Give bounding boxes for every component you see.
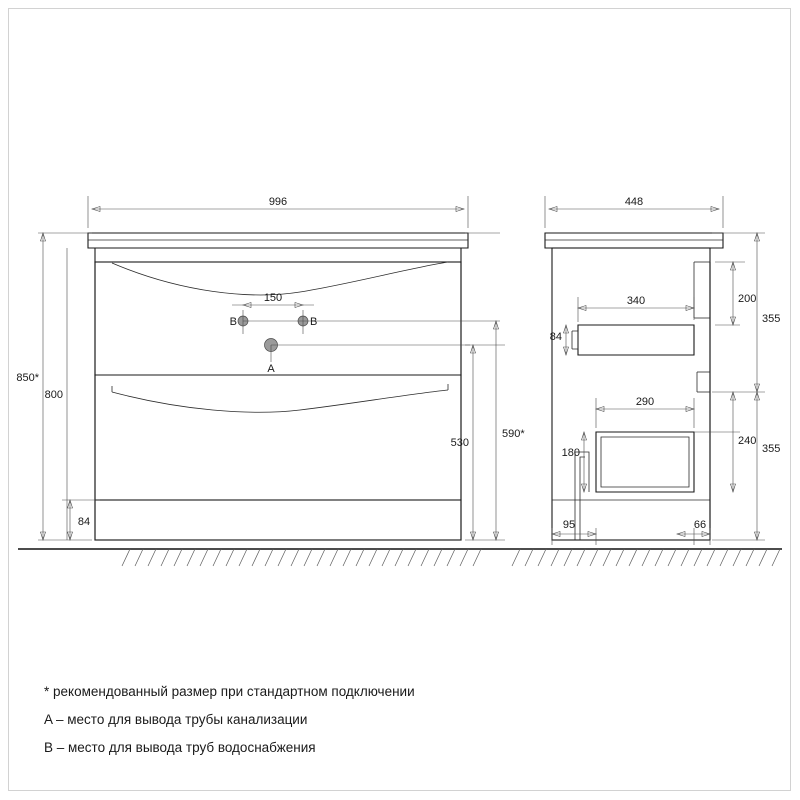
ground-hatching-front [122,549,481,566]
dim-200 [731,262,757,325]
dim-label-plinth-height: 84 [77,516,91,528]
label-b-left: B [229,316,237,328]
dim-850-800 [16,233,67,540]
dim-label-lower-drawer-height: 180 [561,447,580,459]
dim-label-upper-drawer-height: 84 [549,331,562,343]
dim-84-side [550,325,569,355]
dim-label-drain-height: 530 [450,437,469,449]
dim-label-water-height: 590* [502,428,525,440]
dim-340 [578,295,694,311]
dim-label-lower-offset: 240 [738,435,757,447]
note-recommended-size: * рекомендованный размер при стандартном подключении [44,684,415,699]
dim-label-overall-width: 996 [268,196,288,208]
dim-240 [731,392,757,492]
dim-label-front-offset: 95 [562,519,576,531]
note-point-b: B – место для вывода труб водоснабжения [44,740,316,755]
dim-95 [552,519,596,537]
side-view-cabinet [545,233,723,540]
dim-355-lower [755,392,781,540]
label-a: A [267,363,275,375]
dim-label-lower-zone: 355 [762,443,781,455]
dim-180 [562,432,587,492]
dim-66 [677,519,710,537]
dim-996 [92,196,464,212]
dim-290 [596,396,694,412]
dim-label-depth: 448 [624,196,644,208]
dim-355-upper [755,233,781,392]
label-b-right: B [310,316,318,328]
dim-label-rear-offset: 66 [693,519,707,531]
dim-label-upper-drawer-depth: 340 [626,295,646,307]
dim-label-upper-zone: 355 [762,313,781,325]
dim-label-total-height: 850* [16,372,39,384]
dim-590 [243,321,525,540]
ground-hatching-side [512,549,780,566]
note-point-a: A – место для вывода трубы канализации [44,712,308,727]
legend-notes [44,678,644,762]
dim-448 [549,196,719,212]
connection-points-front [238,310,470,362]
dim-label-upper-offset: 200 [738,293,757,305]
dim-label-cabinet-height: 800 [44,389,63,401]
dim-label-lower-drawer-depth: 290 [635,396,655,408]
dim-84-front [68,500,91,540]
dim-530 [451,345,476,540]
front-view-cabinet [88,233,468,540]
dim-label-faucet-spacing: 150 [263,292,283,304]
